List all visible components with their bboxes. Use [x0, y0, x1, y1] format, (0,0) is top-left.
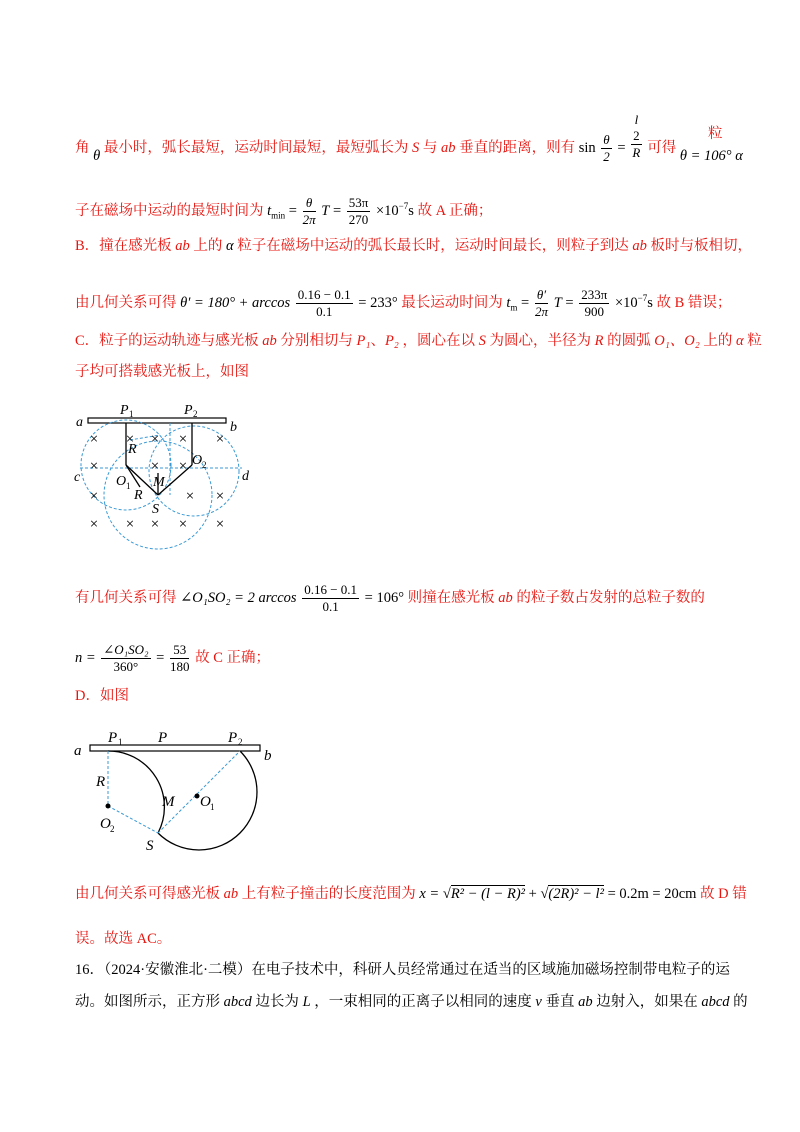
text: 则撞在感光板 [407, 589, 495, 606]
math-times: ×10 [614, 294, 638, 311]
numerator: 0.16 − 0.1 [304, 582, 358, 597]
text: 边长为 [255, 994, 299, 1010]
numerator: 0.16 − 0.1 [297, 287, 351, 302]
text: ab [175, 238, 190, 254]
text: 有几何关系可得 [75, 589, 177, 606]
text: 故 C 正确； [195, 649, 270, 666]
text: ab [578, 994, 593, 1010]
math-p1: P₁ [356, 333, 371, 349]
cross-mark: × [178, 458, 188, 475]
math-alpha: α [226, 238, 234, 254]
math-p2: P₂ [384, 333, 399, 349]
label-b: b [230, 420, 237, 435]
text: S [412, 139, 420, 156]
solution-line-4 [75, 287, 731, 320]
math-result: = 0.2m = 20cm [607, 886, 697, 902]
text: ab [441, 139, 456, 156]
denominator: R [632, 145, 641, 160]
math-exp: −7 [637, 293, 648, 303]
figure-1-diagram [70, 395, 270, 560]
label-O2: O [192, 453, 203, 468]
text: ，一束相同的正离子以相同的速度 [314, 994, 532, 1010]
text: L [302, 994, 311, 1010]
text: abcd [701, 994, 730, 1010]
math-eq: = [565, 294, 574, 311]
math-eq: = [617, 139, 626, 156]
numerator: 233π [581, 287, 608, 302]
cross-mark: × [178, 516, 188, 533]
numerator: θ′ [536, 287, 547, 302]
solution-line-6: 子均可搭载感光板上，如图 [75, 364, 249, 380]
cross-mark: × [215, 488, 225, 505]
math-T: T [321, 202, 330, 219]
denominator: 0.1 [316, 304, 333, 319]
text: 的粒子数占发射的总粒子数的 [516, 589, 705, 606]
text: 垂直 [545, 994, 575, 1010]
math-eq: = [156, 649, 165, 666]
denominator: 270 [348, 212, 369, 227]
numerator: θ [303, 195, 316, 212]
math-sub: m [510, 302, 518, 313]
text: ，圆心在以 [402, 333, 475, 349]
text: 垂直的距离，则有 [459, 139, 576, 156]
text: ab [498, 589, 513, 606]
label-sub: 1 [210, 802, 215, 812]
cross-mark: × [89, 488, 99, 505]
solution-line-10 [75, 884, 747, 904]
figure-2-diagram [70, 720, 290, 860]
label-S: S [152, 502, 159, 517]
text: ab [223, 886, 239, 902]
math-eq: = [288, 202, 297, 219]
cross-mark: × [185, 488, 195, 505]
math-fraction [579, 287, 609, 320]
text: 子在磁场中运动的最短时间为 [75, 202, 264, 219]
math-unit: s [408, 202, 414, 219]
text: 粒子在磁场中运动的弧长最长时，运动时间最长，则粒子到达 [237, 238, 629, 254]
text: 上有粒子撞击的长度范围为 [241, 886, 416, 902]
math-t: t [267, 202, 272, 219]
label-O2: O [100, 816, 111, 832]
label-S: S [146, 838, 154, 854]
text: v [535, 994, 542, 1010]
math-alpha: α [735, 147, 743, 164]
sqrt-content: (2R)² − l² [548, 886, 604, 902]
text: 边射入，如果在 [596, 994, 698, 1010]
numerator: ∠O₁SO₂ [103, 642, 149, 657]
l-top: l [634, 112, 639, 127]
label-sub: 2 [238, 737, 243, 747]
math-sub: min [271, 210, 286, 221]
label-P2: P [184, 403, 193, 418]
text: 的圆弧 [607, 333, 651, 349]
text: 由几何关系可得 [75, 294, 177, 311]
text: 板时与板相切， [650, 238, 753, 254]
solution-line-5: C．粒子的运动轨迹与感光板 ab 分别相切与 P₁、P₂ ，圆心在以 S 为圆心，半径为 R 的圆弧 O₁、O₂ 上的 α 粒 [75, 333, 762, 349]
math-fraction [101, 642, 150, 675]
text: 故 B 错误； [656, 294, 732, 311]
text: 为圆心，半径为 [489, 333, 591, 349]
text: 上的 [193, 238, 223, 254]
text: ab [632, 238, 647, 254]
denominator: 0.1 [322, 599, 339, 614]
text: 粒 [747, 333, 762, 349]
math-angle: ∠O₁SO₂ = 2 arccos [180, 589, 297, 606]
cross-mark: × [89, 431, 99, 448]
denominator: 900 [584, 304, 605, 319]
math-eq106: = 106° [364, 589, 405, 606]
text: 故 D 错 [700, 886, 747, 902]
label-sub: 2 [193, 409, 198, 419]
math-sin: sin [578, 139, 596, 156]
text: 与 [422, 139, 438, 156]
math-exp: −7 [398, 201, 409, 211]
math-T: T [553, 294, 562, 311]
solution-line-2 [75, 195, 492, 228]
solution-line-1 [75, 112, 743, 173]
cross-mark: × [150, 431, 160, 448]
math-unit: s [647, 294, 653, 311]
cross-mark: × [215, 516, 225, 533]
math-n: n = [75, 649, 96, 666]
label-c: c [74, 470, 81, 485]
label-R: R [96, 774, 106, 790]
sqrt-content: R² − (l − R)² [450, 886, 525, 902]
cross-mark: × [89, 458, 99, 475]
text: 动。如图所示，正方形 [75, 994, 220, 1010]
math-eq: = [332, 202, 342, 219]
label-d: d [242, 469, 249, 484]
label-a: a [76, 415, 83, 430]
math-fraction [347, 195, 371, 228]
label-O1: O [200, 794, 211, 810]
solution-line-3 [75, 236, 752, 256]
denominator: 360° [113, 659, 139, 674]
label-b: b [264, 748, 272, 764]
text: 最小时，弧长最短，运动时间最短，最短弧长为 [103, 139, 409, 156]
math-fraction [631, 112, 642, 161]
text: 分别相切与 [280, 333, 353, 349]
center-point-O1 [195, 794, 200, 799]
question-16-line-2 [75, 992, 748, 1012]
text: R [594, 333, 604, 349]
numerator: 53π [348, 195, 369, 210]
text: abcd [223, 994, 252, 1010]
question-16-line-1: 16．（2024·安徽淮北·二模）在电子技术中，科研人员经常通过在适当的区域施加磁场控制带电粒子的运 [75, 962, 730, 978]
math-fraction [303, 195, 316, 228]
text: 由几何关系可得感光板 [75, 886, 220, 902]
text: C．粒子的运动轨迹与感光板 [75, 333, 259, 349]
math-t: t [506, 294, 511, 311]
denominator: 180 [169, 659, 190, 674]
text: S [478, 333, 486, 349]
math-sqrt: √R² − (l − R)² [442, 886, 525, 902]
cross-mark: × [89, 516, 99, 533]
text: 角 [75, 139, 90, 156]
denominator: 2 [603, 149, 610, 164]
label-P1: P [120, 403, 129, 418]
radius-line [108, 806, 158, 833]
label-R: R [134, 488, 143, 503]
math-theta: θ [93, 147, 101, 164]
math-fraction [296, 287, 353, 320]
plate-ab [88, 418, 226, 423]
cross-mark: × [125, 516, 135, 533]
cross-mark: × [125, 431, 135, 448]
label-O1: O [116, 474, 127, 489]
cross-mark: × [178, 431, 188, 448]
math-eq: = [521, 294, 530, 311]
math-sqrt: √(2R)² − l² [540, 886, 604, 902]
math-fraction [601, 132, 611, 165]
text: 故 A 正确； [417, 202, 493, 219]
label-P2: P [228, 730, 238, 746]
center-point-O2 [106, 804, 111, 809]
text: 的 [733, 994, 748, 1010]
math-theta-val: θ = 106° [679, 147, 732, 164]
text: 上的 [703, 333, 733, 349]
label-sub: 2 [202, 460, 207, 470]
label-P1: P [108, 730, 118, 746]
text: 最长运动时间为 [401, 294, 503, 311]
label-sub: 1 [126, 481, 131, 491]
math-eq233: = 233° [358, 294, 398, 311]
solution-line-9: D．如图 [75, 688, 129, 704]
label-R: R [128, 442, 137, 457]
label-P: P [158, 730, 168, 746]
label-sub: 1 [129, 409, 134, 419]
text: α [736, 333, 744, 349]
denominator: 2π [534, 304, 548, 319]
text: B．撞在感光板 [75, 238, 172, 254]
text: 可得 [647, 139, 677, 156]
text: ab [262, 333, 277, 349]
solution-line-11: 误。故选 AC。 [75, 931, 172, 947]
math-plus: + [528, 886, 537, 902]
cross-mark: × [150, 458, 160, 475]
math-times: ×10 [375, 202, 399, 219]
label-a: a [74, 743, 82, 759]
numerator: θ [603, 132, 610, 147]
math-thetaprime: θ′ = 180° + arccos [180, 294, 291, 311]
numerator: 53 [170, 642, 190, 659]
math-fraction [535, 287, 548, 320]
text: 粒 [708, 126, 723, 142]
math-o1o2: O₁、O₂ [654, 333, 700, 349]
label-M: M [162, 794, 175, 810]
numerator: 2 [633, 128, 640, 143]
math-x: x = [419, 886, 440, 902]
label-M: M [153, 475, 165, 490]
solution-line-7 [75, 582, 705, 615]
cross-mark: × [215, 431, 225, 448]
label-sub: 2 [110, 824, 115, 834]
label-sub: 1 [118, 737, 123, 747]
denominator: 2π [302, 212, 316, 227]
radius-line [158, 751, 240, 833]
cross-mark: × [150, 516, 160, 533]
solution-line-8 [75, 642, 270, 675]
math-fraction [302, 582, 359, 615]
math-fraction [170, 642, 190, 675]
